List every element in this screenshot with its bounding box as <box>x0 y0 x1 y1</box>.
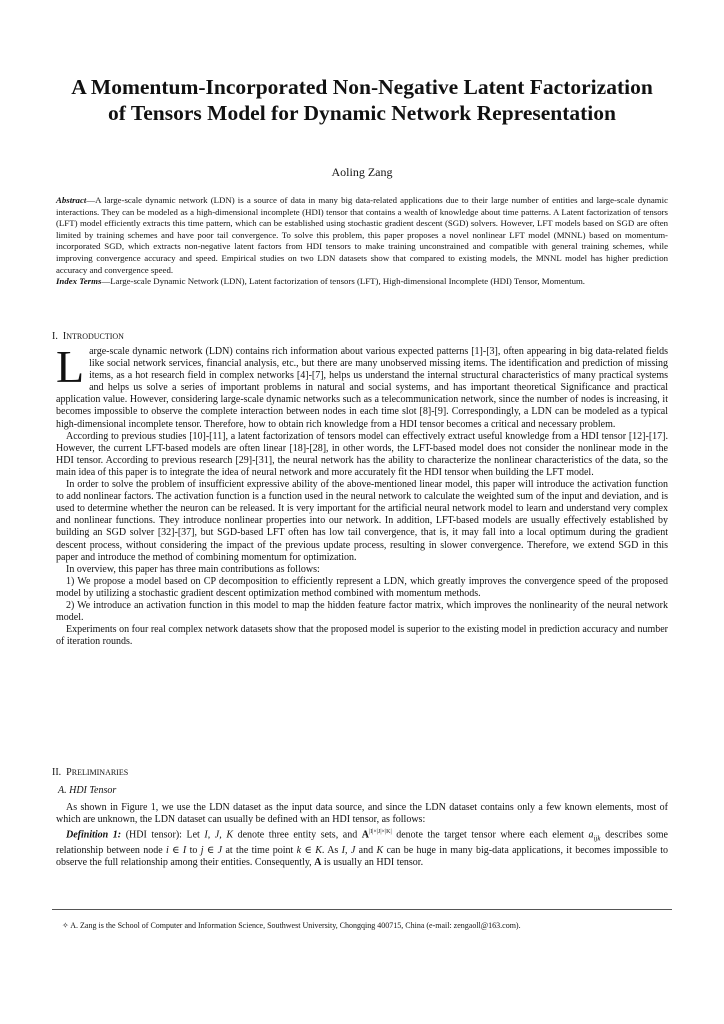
introduction-body <box>56 341 668 648</box>
paper-title <box>40 74 684 126</box>
drop-cap: L <box>56 341 85 392</box>
intro-paragraph-1: Large-scale dynamic network (LDN) contains rich information about various expected patterns [1]-[3], often appearing in big data-related fields like social network services, financial analysis, etc., but there are many unobserved missing items. The identification and prediction of missing items, as a hot research field in complex networks [4]-[7], helps us understand the internal structural characteristics of many practical systems and helps us solve a series of important problems in natural and social systems, and has important theoretical Significance and practical application value. However, considering large-scale dynamic networks such as a telecommunication network, since the number of nodes is increasing, it becomes impossible to observe the complete interaction between nodes in each time slot [8]-[9]. Correspondingly, a LDN can be modeled as a typical high-dimensional incomplete tensor. Therefore, how to obtain rich knowledge from a HDI tensor becomes a critical and necessary problem. <box>56 341 668 430</box>
intro-paragraph-3: In order to solve the problem of insufficient expressive ability of the above-mentioned linear model, this paper will introduce the activation function to add nonlinear factors. The activation function is a function used in the neural network to calculate the weighted sum of the input and deviation, and is used to determine whether the neuron can be released. It is very important for the artificial neural network model to learn and understand very complex and nonlinear functions. They introduce nonlinear properties into our network. In addition, LFT-based models are usually effectively established by building an SGD solver [32]-[37], but SGD-based LFT often has low tail convergence, that is, it may fall into a local optimum during the gradient descent process, without considering the impact of the previous update process, resulting in slower convergence. Therefore, we extend SGD in this paper and introduce the method of combining momentum for optimization. <box>56 479 668 563</box>
intro-paragraph-4: In overview, this paper has three main contributions as follows: <box>66 563 320 575</box>
index-terms-label: Index Terms <box>56 276 102 287</box>
abstract-text: —A large-scale dynamic network (LDN) is a source of data in many big data-related applications due to their large number of entities and large-scale dynamic interactions. They can be modeled as a high-dimensional incomplete (HDI) tensor that contains a wealth of knowledge about time patterns. A Latent factorization of tensors (LFT) model efficiently extracts this time pattern, which can be established using stochastic gradient descent (SGD) solvers. However, LFT models based on SGD are often limited by training schemes and have poor tail convergence. To solve this problem, this paper proposes a novel nonlinear LFT model (MNNL) based on momentum-incorporated SGD, which extracts non-negative latent factors from HDI tensors to make training unconstrained and compatible with general training schemes, while improving convergence accuracy and speed. Empirical studies on two LDN datasets show that compared to existing models, the MNNL model has higher prediction accuracy and convergence speed. <box>56 195 668 275</box>
abstract-label: Abstract <box>56 195 87 205</box>
definition-label: Definition 1: <box>66 829 122 841</box>
author-name: Aoling Zang <box>331 165 393 179</box>
intro-paragraph-7: Experiments on four real complex network datasets show that the proposed model is superior to the existing model in prediction accuracy and number of iteration rounds. <box>56 624 668 648</box>
footnote-diamond-icon: ✧ <box>62 921 69 930</box>
title-line-1: A Momentum-Incorporated Non-Negative Latent Factorization <box>71 75 653 99</box>
index-terms-text: —Large-scale Dynamic Network (LDN), Latent factorization of tensors (LFT), High-dimensional Incomplete (HDI) Tensor, Momentum. <box>101 276 586 287</box>
section-heading-preliminaries: II. PRELIMINARIES <box>52 767 129 778</box>
intro-paragraph-2: According to previous studies [10]-[11], a latent factorization of tensors model can effectively extract useful knowledge from a HDI tensor [12]-[17]. However, the current LFT-based models are often linear [18]-[28], in other words, the LFT-based model does not consider the nonlinear mode in the HDI tensor. According to previous research [29]-[31], the neural network has the ability to characterize the nonlinear characteristics of the data, so the main idea of this paper is to integrate the idea of neural network and more accurately fit the HDI tensor when building the LFT model. <box>56 430 668 478</box>
subsection-heading-hdi-tensor: A. HDI Tensor <box>58 785 117 796</box>
preliminaries-body <box>56 802 668 869</box>
contribution-2: 2) We introduce an activation function in this model to map the hidden feature factor matrix, which improves the nonlinearity of the neural network model. <box>56 599 668 624</box>
contribution-1: 1) We propose a model based on CP decomposition to efficiently represent a LDN, which greatly improves the convergence speed of the proposed model by utilizing a stochastic gradient descent optimization method combined with momentum methods. <box>56 575 668 599</box>
definition-1: Definition 1: (HDI tensor): Let I, J, K denote three entity sets, and $A^{|I|\times|J|\times|K|}$ denote the target tensor where each element $a_{ijk}$ describes some relationship between node i ∈ I to j ∈ J at the time point k ∈ K. As I, J and K can be huge in many big-data applications, it becomes impossible to observe the full relationship among their entities. Consequently, A is usually an HDI tensor. <box>56 829 669 868</box>
section-heading-introduction: I. INTRODUCTION <box>52 331 124 342</box>
footnote-divider <box>52 909 672 910</box>
title-line-2: of Tensors Model for Dynamic Network Representation <box>107 101 616 125</box>
abstract-block <box>56 195 668 288</box>
author-footnote: ✧ A. Zang is the School of Computer and Information Science, Southwest University, Chongqing 400715, China (e-mail: zengaoll@163.com). <box>62 921 521 930</box>
prelim-paragraph-1: As shown in Figure 1, we use the LDN dataset as the input data source, and since the LDN dataset contains only a few known elements, most of which are unknown, the LDN dataset can usually be defined with an HDI tensor, as follows: <box>56 802 668 826</box>
